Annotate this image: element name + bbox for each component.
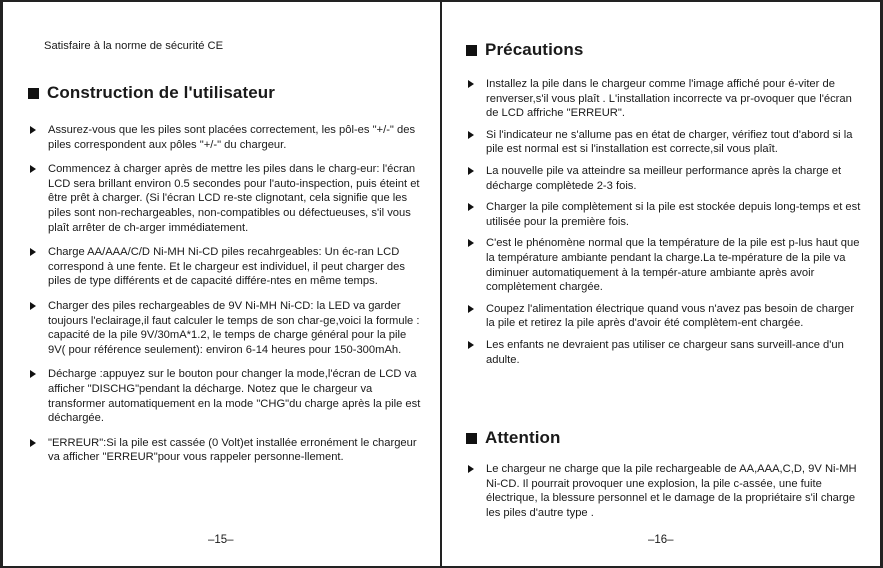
triangle-bullet-icon — [30, 248, 36, 256]
section-heading-user-construction — [28, 83, 275, 103]
list-item — [466, 128, 862, 157]
list-item — [28, 436, 426, 465]
list-item — [466, 77, 862, 121]
list-item-text: Charger des piles rechargeables de 9V Ni-MH Ni-CD: la LED va garder toujours l'eclairage,il faut calculer le temps de son char-ge,voici la formule : capacité de la pile 9V/30mA*1.2, le temps de charge général pour la pile 9V( pour référence seulement): environ 6-14 heures pour 150-300mAh. — [48, 299, 420, 356]
list-item — [28, 162, 426, 235]
list-item — [466, 200, 862, 229]
section-heading-text: Attention — [485, 428, 561, 447]
list-item-text: Les enfants ne devraient pas utiliser ce chargeur sans surveill-ance d'un adulte. — [486, 338, 844, 366]
list-item — [28, 123, 426, 152]
left-page — [22, 0, 427, 568]
section-heading-text: Précautions — [485, 40, 584, 59]
page-number: –15– — [208, 534, 234, 546]
right-page — [462, 0, 862, 568]
triangle-bullet-icon — [468, 465, 474, 473]
list-item-text: La nouvelle pile va atteindre sa meilleur performance après la charge et décharge complètede 2-3 fois. — [486, 164, 842, 192]
list-item-text: Commencez à charger après de mettre les piles dans le charg-eur: l'écran LCD sera brillant environ 0.5 secondes pour l'auto-inspection, puis éteint et être prêt à charger. (Si l'écran LCD re-ste clignotant, cela signifie que les piles sont non-rechargeables, non-compatibles ou défectueuses, s'il vous plaît arrêter de ch-arger immédiatement. — [48, 163, 420, 234]
list-item-text: Charger la pile complètement si la pile est stockée depuis long-temps et est utilisée pour la première fois. — [486, 201, 861, 228]
list-item-text: Installez la pile dans le chargeur comme l'image affiché pour é-viter de renverser,s'il vous plaît . L'installation incorrecte va pr-ovoquer que l'écran de LCD affriche "ERREUR". — [486, 78, 852, 120]
page-divider — [440, 0, 442, 568]
list-item — [28, 367, 426, 425]
triangle-bullet-icon — [30, 302, 36, 310]
list-item — [28, 245, 426, 289]
triangle-bullet-icon — [468, 305, 474, 313]
ce-compliance-note: Satisfaire à la norme de sécurité CE — [44, 40, 224, 52]
triangle-bullet-icon — [468, 239, 474, 247]
triangle-bullet-icon — [468, 341, 474, 349]
list-item-text: Si l'indicateur ne s'allume pas en état de charger, vérifiez tout d'abord si la pile est normal est si l'installation est correcte,sil vous plaît. — [486, 128, 853, 156]
triangle-bullet-icon — [468, 203, 474, 211]
list-item — [466, 338, 862, 367]
list-item-text: "ERREUR":Si la pile est cassée (0 Volt)et installée erronément le chargeur va afficher "ERREUR"pour vous rappeler personne-llement. — [48, 436, 417, 464]
section-heading-text: Construction de l'utilisateur — [47, 83, 275, 102]
list-item — [28, 299, 426, 357]
list-item-text: Charge AA/AAA/C/D Ni-MH Ni-CD piles recahrgeables: Un éc-ran LCD correspond à une fente. Et le chargeur est individuel, il peut charger des piles de type différents et de capacité différe-ntes en même temps. — [48, 246, 405, 288]
triangle-bullet-icon — [30, 165, 36, 173]
frame-left-border — [0, 0, 3, 568]
precautions-list — [466, 77, 862, 367]
section-heading-precautions — [466, 40, 583, 60]
instruction-list — [28, 123, 426, 465]
triangle-bullet-icon — [468, 131, 474, 139]
section-heading-attention — [466, 428, 561, 448]
list-item-text: Le chargeur ne charge que la pile rechargeable de AA,AAA,C,D, 9V Ni-MH Ni-CD. Il pourrait provoquer une explosion, la pile c-assée, une fuite électrique, la blessure personnel et le damage de la propriétaire s'il charge les piles d'autre type . — [486, 463, 857, 519]
triangle-bullet-icon — [468, 167, 474, 175]
list-item-text: Assurez-vous que les piles sont placées correctement, les pôl-es "+/-" des piles correspondent aux pôles "+/-" du chargeur. — [48, 124, 416, 151]
list-item-text: C'est le phénomène normal que la température de la pile est p-lus haut que la température ambiante pendant la charge.La te-mpérature de la pile va diminuer automatiquement à la tempér-ature ambiante après avoir complètement chargée. — [486, 237, 860, 294]
triangle-bullet-icon — [468, 80, 474, 88]
square-bullet-icon — [28, 88, 39, 99]
square-bullet-icon — [466, 45, 477, 56]
list-item-text: Coupez l'alimentation électrique quand vous n'avez pas besoin de charger la pile et retirez la pile après d'avoir été complètem-ent chargée. — [486, 302, 855, 330]
page-number: –16– — [648, 534, 674, 546]
list-item — [466, 164, 862, 193]
list-item — [466, 462, 862, 520]
list-item — [466, 302, 862, 331]
list-item-text: Décharge :appuyez sur le bouton pour changer la mode,l'écran de LCD va afficher "DISCHG"pendant la décharge. Notez que le chargeur va transformer automatiquement en la mode "CHG"du charge après la pile est déchargée. — [48, 368, 421, 425]
attention-list — [466, 462, 862, 520]
list-item — [466, 236, 862, 294]
triangle-bullet-icon — [30, 439, 36, 447]
square-bullet-icon — [466, 433, 477, 444]
triangle-bullet-icon — [30, 370, 36, 378]
triangle-bullet-icon — [30, 126, 36, 134]
